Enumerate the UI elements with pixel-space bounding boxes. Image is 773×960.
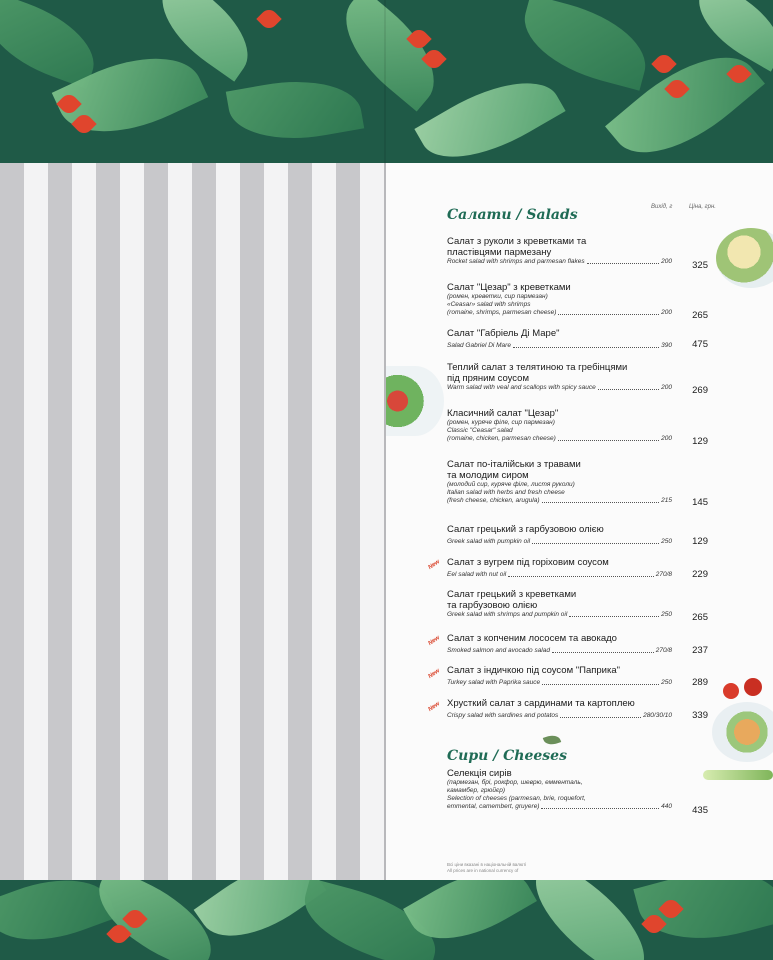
item-price: 229 (692, 569, 708, 580)
new-badge: New (427, 559, 441, 571)
new-badge: New (427, 701, 441, 713)
item-price: 129 (692, 436, 708, 447)
item-price: 145 (692, 497, 708, 508)
page-gutter (384, 0, 386, 960)
plate-illustration (712, 702, 773, 762)
salad-bowl-illustration (386, 366, 444, 436)
top-foliage-border (0, 0, 773, 163)
menu-item: Салат "Цезар" з креветками (ромен, креветки, сир пармезан) «Ceasar» salad with shrimps (romaine, shrimps, parmesan cheese) 200 (447, 282, 672, 316)
tomato-illustration (744, 678, 762, 696)
menu-item: Класичний салат "Цезар" (ромен, куряче філе, сир пармезан) Classic "Ceasar" salad (romaine, chicken, parmesan cheese) 200 (447, 408, 672, 442)
item-price: 265 (692, 612, 708, 623)
menu-item: Салат грецький з гарбузовою олією Greek salad with pumpkin oil 250 (447, 524, 672, 545)
item-price: 435 (692, 805, 708, 816)
menu-item: Теплий салат з телятиною та гребінцями під пряним соусом Warm salad with veal and scallops with spicy sauce 200 (447, 362, 672, 391)
menu-item: Салат з вугрем під горіховим соусом Eel salad with nut oil 270/8 (447, 557, 672, 578)
new-badge: New (427, 635, 441, 647)
menu-item: Салат по-італійськи з травами та молодим сиром (молодий сир, куряче філе, листя руколи) Italian salad with herbs and fresh cheese (fresh cheese, chicken, arugula) 215 (447, 459, 672, 504)
menu-item: Селекція сирів (пармезан, брі, рокфор, шеврю, емменталь, камамбер, грюйєр) Selection of cheeses (parmesan, brie, roquefort, emmental, camembert, gruyere) 440 (447, 768, 672, 810)
currency-note: Всі ціни вказані в національній валюті All prices are in national currency of (447, 862, 527, 873)
item-price: 265 (692, 310, 708, 321)
item-price: 237 (692, 645, 708, 656)
item-price: 289 (692, 677, 708, 688)
menu-item: Хрусткий салат з сардинами та картоплею Crispy salad with sardines and potatos 280/30/10 (447, 698, 672, 719)
item-price: 475 (692, 339, 708, 350)
leek-illustration (703, 770, 773, 780)
section-title-salads: Салати / Salads (447, 207, 578, 223)
menu-item: Салат з руколи з креветками та пластівцями пармезану Rocket salad with shrimps and parmesan flakes 200 (447, 236, 672, 265)
new-badge: New (427, 668, 441, 680)
bottom-foliage-border (0, 880, 773, 960)
menu-item: Салат "Габріель Ді Маре" Salad Gabriel Di Mare 390 (447, 328, 672, 349)
menu-item: Салат грецький з креветками та гарбузовою олією Greek salad with shrimps and pumpkin oil 250 (447, 589, 672, 618)
tomato-illustration (723, 683, 739, 699)
section-title-cheeses: Сири / Cheeses (447, 748, 567, 764)
item-price: 339 (692, 710, 708, 721)
item-price: 325 (692, 260, 708, 271)
menu-item: Салат з індичкою під соусом "Паприка" Turkey salad with Paprika sauce 250 (447, 665, 672, 686)
item-price: 129 (692, 536, 708, 547)
item-price: 269 (692, 385, 708, 396)
column-header-price: Ціна, грн. (689, 204, 716, 210)
column-header-weight: Вихід, г (651, 204, 673, 210)
left-page-stripes (0, 163, 386, 880)
menu-item: Салат з копченим лососем та авокадо Smoked salmon and avocado salad 270/8 (447, 633, 672, 654)
